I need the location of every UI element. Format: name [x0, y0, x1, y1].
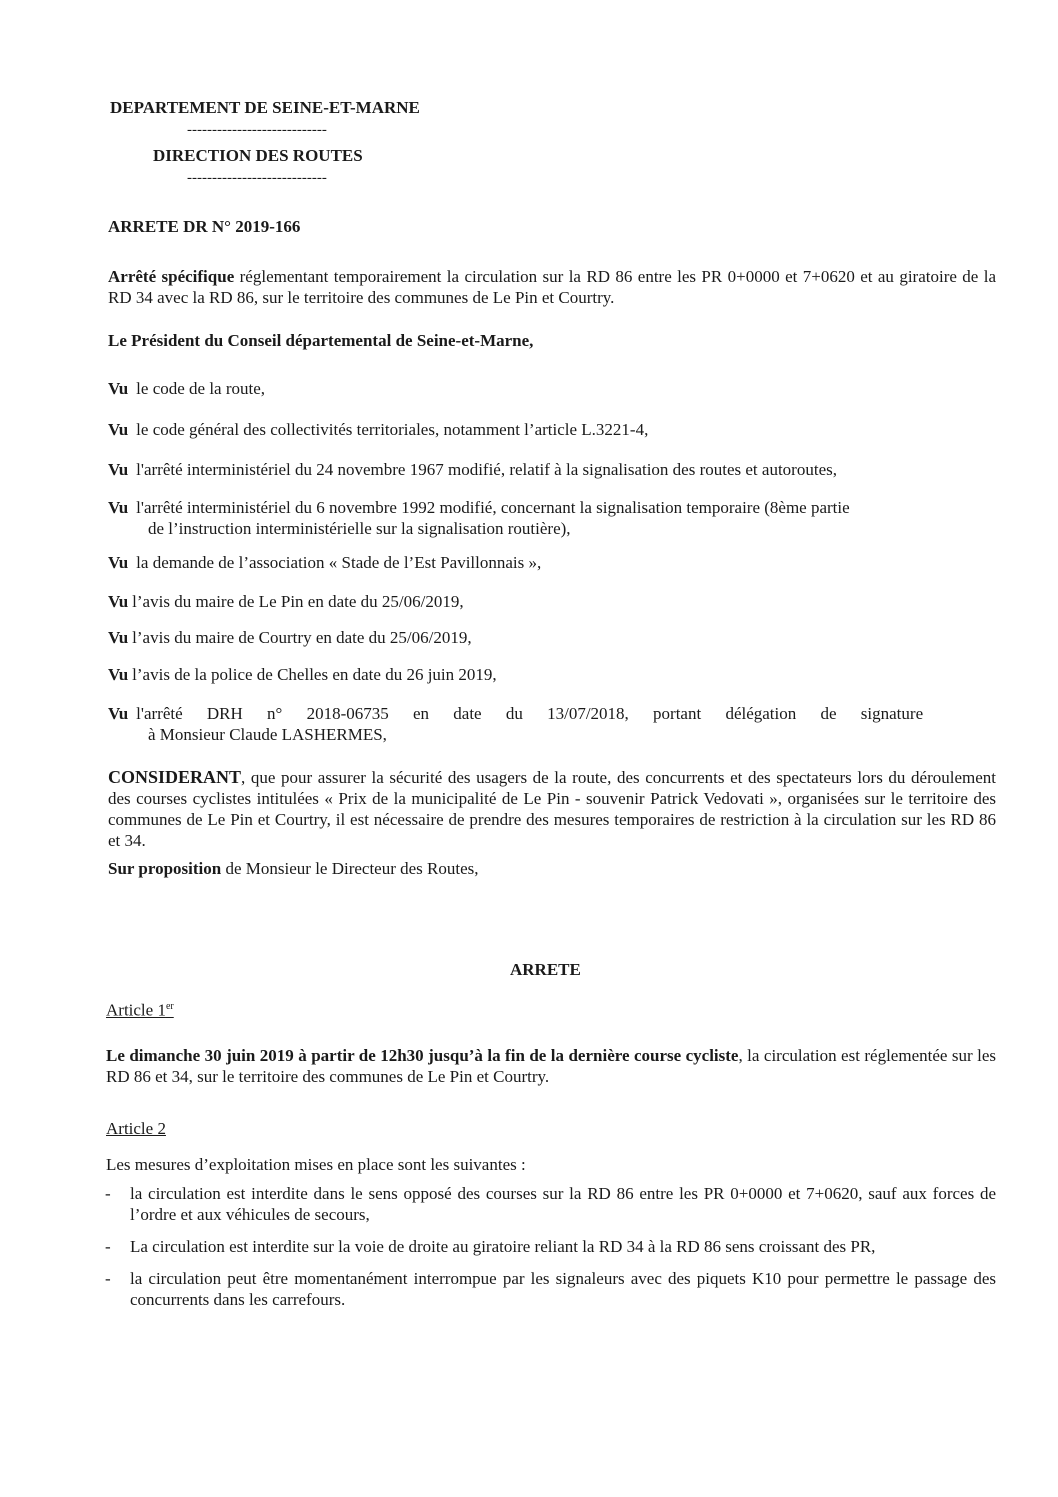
intro-text: réglementant temporairement la circulation sur la RD 86 entre les PR 0+0000 et 7+0620 et au giratoire de la RD 34 avec la RD 86, sur le territoire des communes de Le Pin et Courtry.: [108, 267, 997, 307]
visa-item: [108, 591, 996, 612]
separator: ----------------------------: [187, 122, 327, 138]
president-line: Le Président du Conseil départemental de Seine-et-Marne,: [108, 331, 534, 350]
measures-list: [105, 1183, 996, 1310]
proposition-bold: Sur proposition: [108, 859, 222, 878]
list-item-text: La circulation est interdite sur la voie de droite au giratoire reliant la RD 34 à la RD 86 sens croissant des PR,: [130, 1237, 876, 1256]
considerant-text: , que pour assurer la sécurité des usagers de la route, des concurrents et des spectateurs lors du déroulement des courses cyclistes intitulées « Prix de la municipalité de Le Pin - souvenir Patrick Vedovati », organisées sur le territoire des communes de Le Pin et Courtry, il est nécessaire de prendre des mesures temporaires de restriction à la circulation sur les RD 86 et 34.: [108, 768, 996, 850]
vu-label: Vu: [108, 628, 129, 647]
vu-label: Vu: [108, 379, 129, 398]
vu-label: Vu: [108, 420, 129, 439]
list-item: [105, 1236, 996, 1257]
bullet-marker: -: [105, 1269, 111, 1288]
vu-label: Vu: [108, 553, 129, 572]
visa-text-continued: à Monsieur Claude LASHERMES,: [148, 725, 387, 744]
visa-text-continued: de l’instruction interministérielle sur la signalisation routière),: [148, 519, 571, 538]
direction-title: DIRECTION DES ROUTES: [153, 146, 363, 165]
proposition-line: [108, 858, 479, 879]
proposition-text: de Monsieur le Directeur des Routes,: [221, 859, 479, 878]
article-2-title: Article 2: [106, 1119, 166, 1138]
list-item-text: la circulation est interdite dans le sens opposé des courses sur la RD 86 entre les PR 0+0000 et 7+0620, sauf aux forces de l’ordre et aux véhicules de secours,: [130, 1184, 996, 1224]
visa-item: [108, 703, 996, 745]
visa-item: [108, 459, 996, 480]
list-item: [105, 1183, 996, 1225]
visa-text: le code de la route,: [136, 379, 266, 398]
list-item-text: la circulation peut être momentanément interrompue par les signaleurs avec des piquets K10 pour permettre le passage des concurrents dans les carrefours.: [130, 1269, 996, 1309]
separator: ----------------------------: [187, 170, 327, 186]
visa-item: [108, 627, 996, 648]
visa-text: la demande de l’association « Stade de l’Est Pavillonnais »,: [136, 553, 542, 572]
vu-label: Vu: [108, 592, 129, 611]
vu-label: Vu: [108, 460, 129, 479]
visa-text: l’avis du maire de Courtry en date du 25/06/2019,: [132, 628, 472, 647]
visa-text: l'arrêté interministériel du 24 novembre 1967 modifié, relatif à la signalisation des routes et autoroutes,: [136, 460, 837, 479]
arrete-heading: ARRETE: [510, 960, 581, 979]
visa-text: le code général des collectivités territoriales, notamment l’article L.3221-4,: [136, 420, 649, 439]
visa-item: [108, 664, 996, 685]
bullet-marker: -: [105, 1184, 111, 1203]
visa-text: l'arrêté interministériel du 6 novembre 1992 modifié, concernant la signalisation temporaire (8ème partie: [136, 498, 850, 517]
considerant-paragraph: [108, 767, 996, 851]
visa-item: [108, 378, 996, 399]
visa-item: [108, 419, 996, 440]
visa-item: [108, 552, 996, 573]
intro-bold: Arrêté spécifique: [108, 267, 235, 286]
intro-paragraph: [108, 266, 996, 308]
list-item: [105, 1268, 996, 1310]
bullet-marker: -: [105, 1237, 111, 1256]
article-1-bold: Le dimanche 30 juin 2019 à partir de 12h30 jusqu’à la fin de la dernière course cycliste: [106, 1046, 739, 1065]
article-1-superscript: er: [165, 1001, 174, 1012]
visa-text: l’avis du maire de Le Pin en date du 25/06/2019,: [132, 592, 464, 611]
vu-label: Vu: [108, 704, 129, 723]
arrete-number: ARRETE DR N° 2019-166: [108, 217, 301, 236]
visa-item: [108, 497, 996, 539]
article-1-label: Article 1: [106, 1000, 166, 1020]
vu-label: Vu: [108, 498, 129, 517]
considerant-bold: CONSIDERANT: [108, 767, 242, 787]
visa-text: l’avis de la police de Chelles en date du 26 juin 2019,: [132, 665, 497, 684]
department-title: DEPARTEMENT DE SEINE-ET-MARNE: [110, 98, 420, 117]
article-1-title: [106, 996, 174, 1021]
article-1-paragraph: [106, 1045, 996, 1087]
article-1-text: , la circulation est réglementée sur les RD 86 et 34, sur le territoire des communes de Le Pin et Courtry.: [106, 1046, 996, 1086]
vu-label: Vu: [108, 665, 129, 684]
article-2-intro: Les mesures d’exploitation mises en place sont les suivantes :: [106, 1155, 526, 1174]
visa-text: l'arrêté DRH n° 2018-06735 en date du 13/07/2018, portant délégation de signature: [136, 704, 924, 723]
